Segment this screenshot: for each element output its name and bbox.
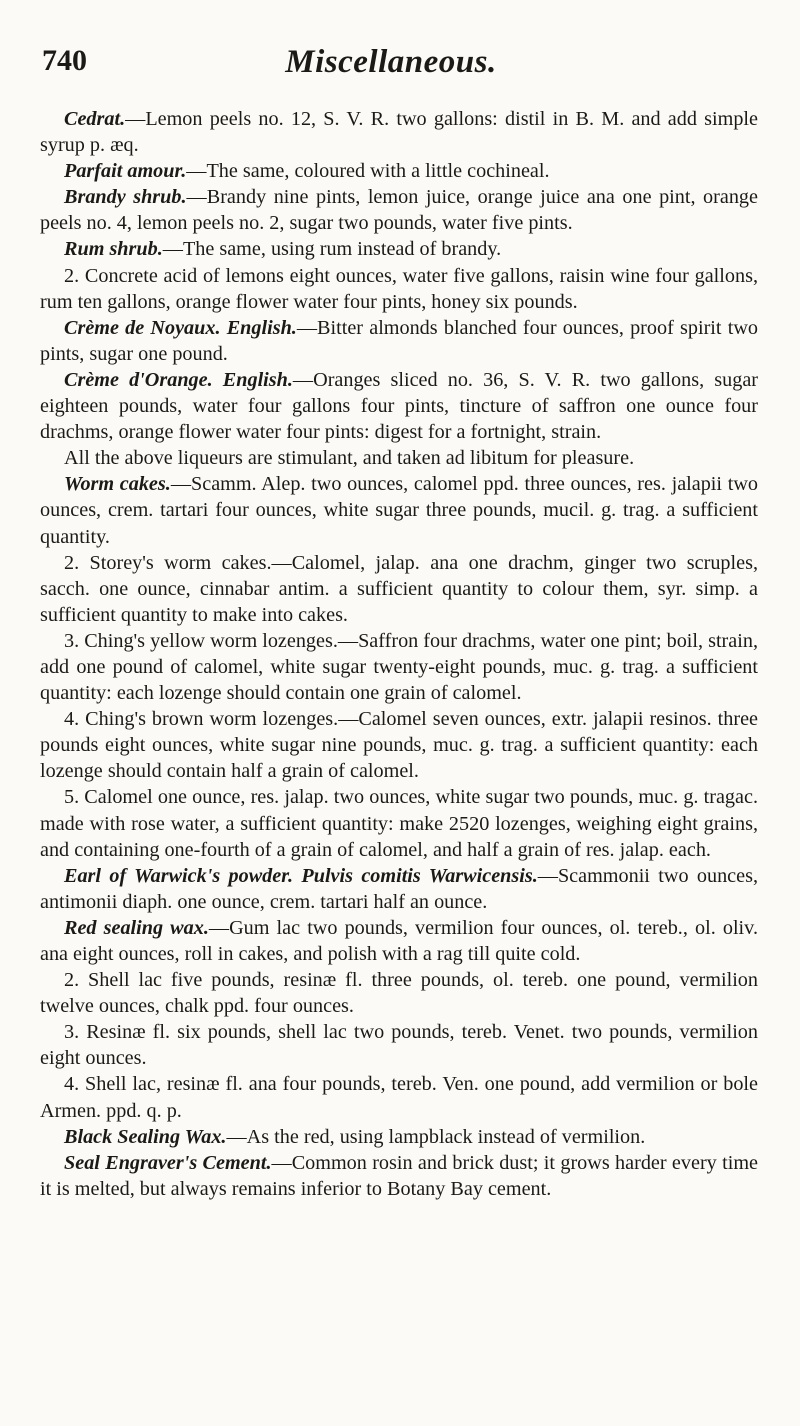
paragraph [40, 315, 758, 367]
paragraph [40, 106, 758, 158]
entry-heading: Brandy shrub. [64, 186, 187, 209]
entry-heading: Cedrat. [64, 108, 126, 130]
paragraph [40, 263, 758, 315]
entry-text: —The same, coloured with a little cochineal. [186, 160, 550, 183]
paragraph [40, 1019, 758, 1071]
body-text [40, 106, 758, 1202]
paragraph [40, 784, 758, 862]
paragraph [40, 706, 758, 784]
paragraph [40, 367, 758, 445]
entry-heading: Crème d'Orange. English. [64, 368, 293, 391]
entry-text: —Bitter almonds blanched four ounces, proof spirit two pints, sugar one pound. [40, 316, 758, 365]
entry-text: —Brandy nine pints, lemon juice, orange juice ana one pint, orange peels no. 4, lemon peels no. 2, sugar two pounds, water five pints. [40, 186, 758, 235]
entry-text: 4. Shell lac, resinæ fl. ana four pounds, tereb. Ven. one pound, add vermilion or bole Armen. ppd. q. p. [40, 1073, 758, 1122]
running-title: Miscellaneous. [285, 44, 497, 80]
paragraph [40, 236, 758, 262]
entry-heading: Red sealing wax. [64, 916, 209, 939]
entry-text: 3. Resinæ fl. six pounds, shell lac two pounds, tereb. Venet. two pounds, vermilion eight ounces. [40, 1021, 758, 1070]
entry-heading: Crème de Noyaux. English. [64, 316, 297, 339]
entry-text: —Oranges sliced no. 36, S. V. R. two gallons, sugar eighteen pounds, water four gallons four pints, tincture of saffron one ounce four drachms, orange flower water four pints: digest for a fortnight, strain. [40, 368, 758, 444]
entry-text: —Scammonii two ounces, antimonii diaph. one ounce, crem. tartari half an ounce. [40, 864, 759, 913]
entry-text: —As the red, using lampblack instead of vermilion. [226, 1125, 646, 1148]
entry-heading: Worm cakes. [64, 473, 171, 496]
paragraph [40, 550, 758, 628]
entry-heading: Earl of Warwick's powder. Pulvis comitis Warwicensis. [64, 864, 538, 887]
page-header [42, 44, 740, 94]
paragraph [40, 184, 758, 236]
entry-heading: Seal Engraver's Cement. [64, 1151, 272, 1174]
paragraph [40, 967, 758, 1019]
paragraph [40, 628, 758, 706]
entry-text: —Lemon peels no. 12, S. V. R. two gallons: distil in B. M. and add simple syrup p. æq. [40, 108, 758, 157]
entry-text: —Scamm. Alep. two ounces, calomel ppd. three ounces, res. jalapii two ounces, crem. tartari four ounces, white sugar three pounds, mucil. g. trag. a sufficient quantity. [40, 473, 758, 548]
entry-text: 2. Storey's worm cakes.—Calomel, jalap. ana one drachm, ginger two scruples, sacch. one ounce, cinnabar antim. a sufficient quantity to colour them, syr. simp. a sufficient quantity to make into cakes. [40, 551, 758, 626]
paragraph [40, 471, 758, 549]
entry-text: All the above liqueurs are stimulant, and taken ad libitum for pleasure. [64, 447, 635, 470]
entry-heading: Parfait amour. [64, 160, 187, 183]
paragraph [40, 1071, 758, 1123]
entry-text: 2. Shell lac five pounds, resinæ fl. three pounds, ol. tereb. one pound, vermilion twelve ounces, chalk ppd. four ounces. [40, 969, 758, 1018]
entry-text: —Common rosin and brick dust; it grows harder every time it is melted, but always remains inferior to Botany Bay cement. [40, 1151, 758, 1200]
paragraph [40, 1124, 758, 1150]
entry-text: 2. Concrete acid of lemons eight ounces, water five gallons, raisin wine four gallons, rum ten gallons, orange flower water four pints, honey six pounds. [40, 264, 758, 313]
entry-heading: Rum shrub. [64, 238, 163, 261]
entry-text: 4. Ching's brown worm lozenges.—Calomel seven ounces, extr. jalapii resinos. three pounds eight ounces, white sugar nine pounds, muc. g. trag. a sufficient quantity: each lozenge should contain half a grain of calomel. [40, 708, 758, 783]
paragraph [40, 863, 758, 915]
paragraph [40, 158, 758, 184]
entry-text: 3. Ching's yellow worm lozenges.—Saffron four drachms, water one pint; boil, strain, add one pound of calomel, white sugar twenty-eight pounds, muc. g. trag. a sufficient quantity: each lozenge should contain one grain of calomel. [40, 629, 758, 705]
paragraph [40, 445, 758, 471]
entry-heading: Black Sealing Wax. [64, 1125, 227, 1148]
paragraph [40, 915, 758, 967]
entry-text: —The same, using rum instead of brandy. [162, 238, 502, 261]
page-number: 740 [42, 44, 87, 77]
entry-text: —Gum lac two pounds, vermilion four ounces, ol. tereb., ol. oliv. ana eight ounces, roll in cakes, and polish with a rag till quite cold. [40, 916, 758, 965]
entry-text: 5. Calomel one ounce, res. jalap. two ounces, white sugar two pounds, muc. g. tragac. made with rose water, a sufficient quantity: make 2520 lozenges, weighing eight grains, and containing one-fourth of a grain of calomel, and half a grain of res. jalap. each. [40, 786, 758, 861]
paragraph [40, 1150, 758, 1202]
